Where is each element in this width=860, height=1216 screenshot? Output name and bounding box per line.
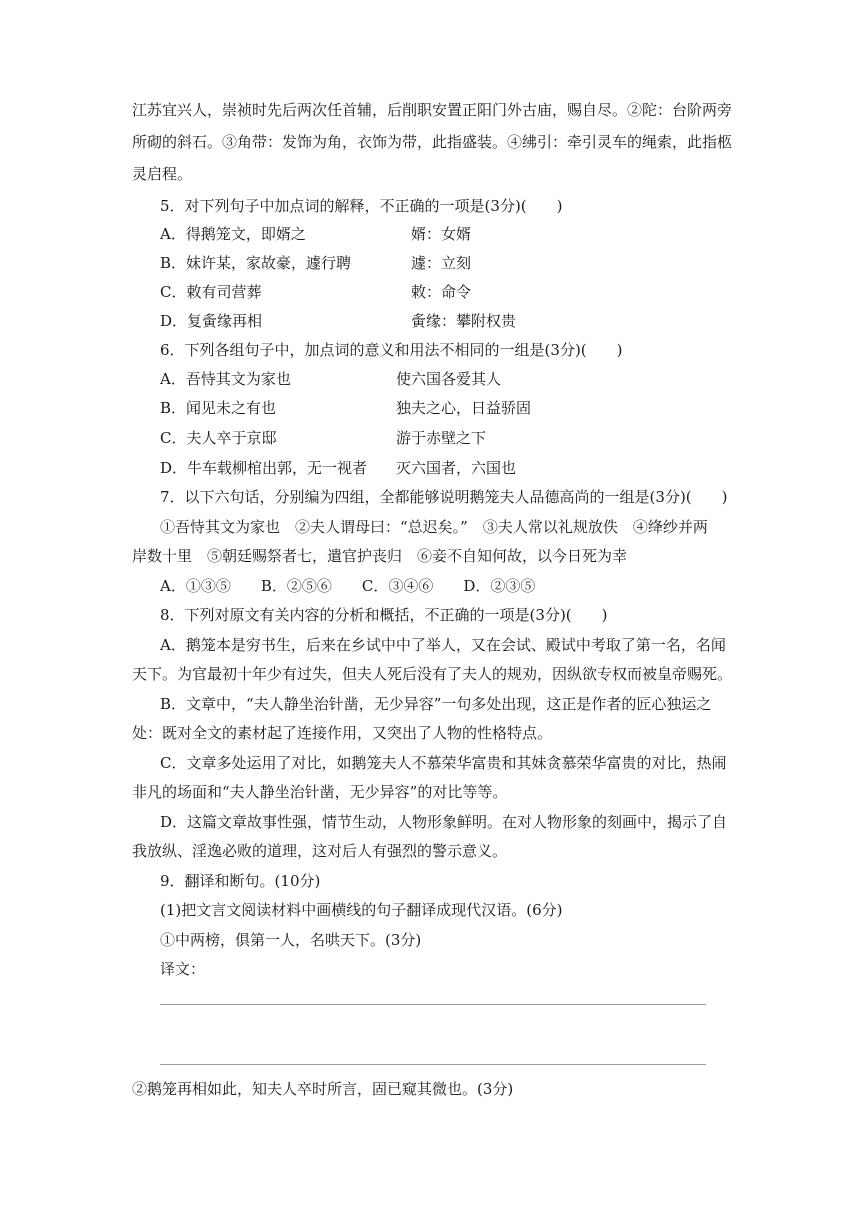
q5-stem: 5．对下列句子中加点词的解释，不正确的一项是(3分)( ) (160, 197, 563, 215)
q8-line-6: 非凡的场面和“夫人静坐治针凿，无少异容”的对比等等。 (132, 783, 508, 801)
q7-line-2: 岸数十里 ⑤朝廷赐祭者七，遣官护丧归 ⑥妾不自知何故，以今日死为幸 (132, 547, 628, 565)
q9-item-2: ②鹅笼再相如此，知夫人卒时所言，固已窥其微也。(3分) (132, 1080, 514, 1098)
q9-stem: 9．翻译和断句。(10分) (160, 872, 321, 890)
q6-option-a-compare: 使六国各爱其人 (396, 370, 502, 388)
note-line-3: 灵启程。 (132, 165, 193, 183)
q5-option-b-gloss: 遽：立刻 (411, 254, 472, 272)
q5-option-b: B．妹许某，家故豪，遽行聘 (160, 254, 352, 272)
q6-option-c: C．夫人卒于京邸 (160, 429, 277, 447)
q5-option-a: A．得鹅笼文，即婿之 (160, 225, 306, 243)
q5-option-a-gloss: 婿：女婿 (411, 225, 472, 243)
q8-stem: 8．下列对原文有关内容的分析和概括，不正确的一项是(3分)( ) (160, 606, 608, 624)
q6-option-b: B．闻见未之有也 (160, 399, 277, 417)
q9-sub-1: (1)把文言文阅读材料中画横线的句子翻译成现代汉语。(6分) (160, 901, 563, 919)
q7-choices: A．①③⑤ B．②⑤⑥ C．③④⑥ D．②③⑤ (160, 577, 536, 595)
q6-option-d: D．牛车载柳棺出郭，无一视者 (160, 459, 368, 477)
q6-option-c-compare: 游于赤壁之下 (396, 429, 487, 447)
q7-stem: 7．以下六句话，分别编为四组，全都能够说明鹅笼夫人品德高尚的一组是(3分)( ) (160, 488, 728, 506)
q6-stem: 6．下列各组句子中，加点词的意义和用法不相同的一组是(3分)( ) (160, 341, 623, 359)
q5-option-d: D．复夤缘再相 (160, 312, 263, 330)
q7-line-1: ①吾恃其文为家也 ②夫人谓母曰：“总迟矣。” ③夫人常以礼规放佚 ④绛纱并两 (160, 518, 708, 536)
q8-line-4: 处：既对全文的素材起了连接作用，又突出了人物的性格特点。 (132, 724, 553, 742)
q5-option-d-gloss: 夤缘：攀附权贵 (411, 312, 517, 330)
answer-line-1[interactable] (160, 1004, 706, 1005)
q6-option-d-compare: 灭六国者，六国也 (396, 459, 517, 477)
note-line-1: 江苏宜兴人，崇祯时先后两次任首辅，后削职安置正阳门外古庙，赐自尽。②陀：台阶两旁 (132, 101, 733, 119)
q8-line-8: 我放纵、淫逸必败的道理，这对后人有强烈的警示意义。 (132, 842, 508, 860)
q8-line-2: 天下。为官最初十年少有过失，但夫人死后没有了夫人的规劝，因纵欲专权而被皇帝赐死。 (132, 665, 733, 683)
q5-option-c: C．敕有司营葬 (160, 283, 262, 301)
q8-line-7: D．这篇文章故事性强，情节生动，人物形象鲜明。在对人物形象的刻画中，揭示了自 (160, 813, 728, 831)
q8-line-5: C．文章多处运用了对比，如鹅笼夫人不慕荣华富贵和其妹贪慕荣华富贵的对比，热闹 (160, 754, 727, 772)
note-line-2: 所砌的斜石。③角带：发饰为角，衣饰为带，此指盛装。④绋引：牵引灵车的绳索，此指柩 (132, 133, 733, 151)
answer-line-2[interactable] (160, 1064, 706, 1065)
q6-option-b-compare: 独夫之心，日益骄固 (396, 399, 532, 417)
q8-line-1: A．鹅笼本是穷书生，后来在乡试中中了举人，又在会试、殿试中考取了第一名，名闻 (160, 636, 726, 654)
q6-option-a: A．吾恃其文为家也 (160, 370, 291, 388)
q9-item-1: ①中两榜，俱第一人，名哄天下。(3分) (160, 931, 422, 949)
translation-label: 译文： (160, 960, 206, 978)
q8-line-3: B．文章中，“夫人静坐治针凿，无少异容”一句多处出现，这正是作者的匠心独运之 (160, 695, 712, 713)
q5-option-c-gloss: 敕：命令 (411, 283, 472, 301)
